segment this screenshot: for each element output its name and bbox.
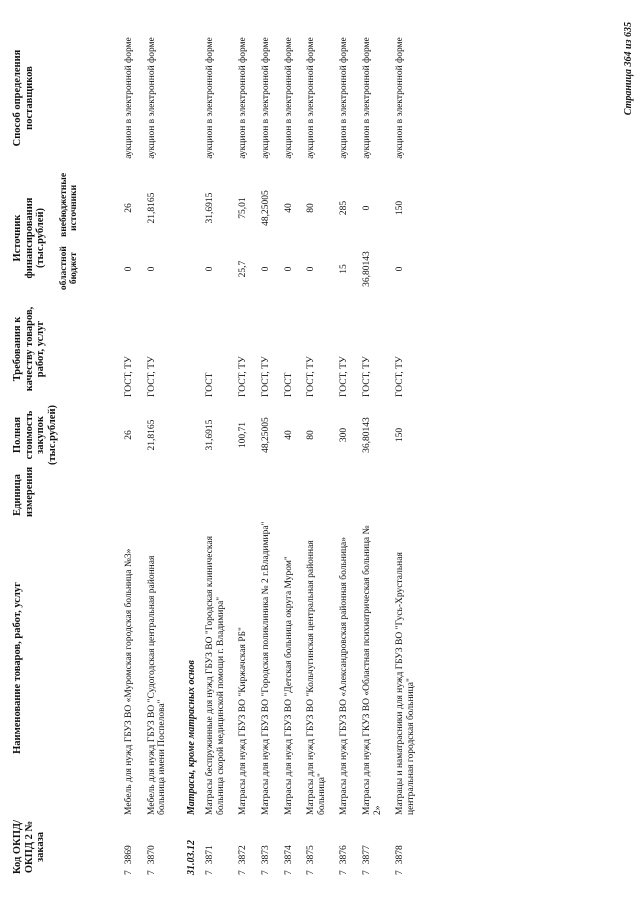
header-requirements: Требования к качеству товаров, работ, услуг bbox=[12, 306, 47, 392]
item-requirements: ГОСТ, ТУ bbox=[395, 356, 406, 397]
section-title: Матрасы, кроме матрасных основ bbox=[185, 660, 197, 815]
order-code bbox=[230, 817, 253, 877]
item-requirements: ГОСТ, ТУ bbox=[146, 356, 157, 397]
item-regional-budget: 0 bbox=[283, 266, 294, 272]
order-code bbox=[298, 817, 331, 877]
item-regional-budget: 0 bbox=[260, 266, 271, 272]
item-cost: 40 bbox=[283, 430, 294, 440]
header-name: Наименование товаров, работ, услуг bbox=[12, 582, 23, 754]
item-regional-budget: 0 bbox=[146, 266, 157, 272]
item-name: Матрацы и наматрасники для нужд ГБУЗ ВО "Гусь-Хрустальная центральная городская больница" bbox=[395, 552, 416, 815]
header-financing-extra: внебюджетные источники bbox=[58, 172, 80, 237]
item-unit bbox=[139, 471, 172, 519]
item-method: аукцион в электронной форме bbox=[306, 37, 317, 159]
item-requirements: ГОСТ, ТУ bbox=[339, 356, 350, 397]
header-code: Код ОКПД/ ОКПД 2 № заказа bbox=[12, 819, 47, 875]
item-extra-sources: 21,8165 bbox=[146, 192, 157, 224]
order-prefix: 7 bbox=[205, 870, 216, 875]
table-row bbox=[354, 19, 387, 877]
item-name: Матрасы для нужд ГБУЗ ВО "Городская поликлиника № 2 г.Владимира" bbox=[260, 521, 271, 815]
order-number: 3875 bbox=[306, 845, 317, 865]
order-code bbox=[354, 817, 387, 877]
order-prefix: 7 bbox=[395, 870, 406, 875]
table-row bbox=[197, 19, 230, 877]
order-number: 3878 bbox=[395, 845, 406, 865]
order-code bbox=[197, 817, 230, 877]
order-prefix: 7 bbox=[238, 870, 249, 875]
order-number: 3877 bbox=[362, 845, 373, 865]
table-row bbox=[276, 19, 299, 877]
item-unit bbox=[387, 471, 420, 519]
item-cost: 31,6915 bbox=[205, 419, 216, 451]
item-method: аукцион в электронной форме bbox=[362, 37, 373, 159]
item-method: аукцион в электронной форме bbox=[238, 37, 249, 159]
item-name: Матрасы беспружинные для нужд ГБУЗ ВО "Городская клиническая больница скорой медицинской помощи г. Владимира" bbox=[205, 536, 226, 815]
item-unit bbox=[116, 471, 139, 519]
order-prefix: 7 bbox=[362, 870, 373, 875]
item-regional-budget: 0 bbox=[205, 266, 216, 272]
order-code bbox=[276, 817, 299, 877]
order-code bbox=[387, 817, 420, 877]
item-requirements: ГОСТ, ТУ bbox=[362, 356, 373, 397]
item-cost: 26 bbox=[124, 430, 134, 440]
page-footer: Страница 364 из 635 bbox=[622, 22, 634, 116]
item-extra-sources: 26 bbox=[124, 203, 134, 213]
order-code bbox=[253, 817, 276, 877]
item-method: аукцион в электронной форме bbox=[205, 37, 216, 159]
header-cost: Полная стоимость закупок (тыс.рублей) bbox=[12, 404, 58, 466]
item-method: аукцион в электронной форме bbox=[146, 37, 157, 159]
item-regional-budget: 0 bbox=[124, 266, 134, 272]
order-number: 3870 bbox=[146, 845, 157, 865]
table-row bbox=[253, 19, 276, 877]
order-number: 3872 bbox=[238, 845, 249, 865]
item-name: Матрасы для нужд ГКУЗ ВО «Областная психиатрическая больница № 2» bbox=[362, 525, 383, 815]
order-prefix: 7 bbox=[283, 870, 294, 875]
item-extra-sources: 80 bbox=[306, 203, 317, 213]
item-regional-budget: 25,7 bbox=[238, 260, 249, 278]
order-prefix: 7 bbox=[124, 870, 134, 875]
item-unit bbox=[331, 471, 354, 519]
item-extra-sources: 150 bbox=[395, 200, 406, 216]
order-number: 3869 bbox=[124, 845, 134, 865]
item-extra-sources: 0 bbox=[362, 205, 373, 211]
item-extra-sources: 285 bbox=[339, 200, 350, 216]
item-requirements: ГОСТ bbox=[283, 372, 294, 397]
item-unit bbox=[253, 471, 276, 519]
item-unit bbox=[276, 471, 299, 519]
header-financing bbox=[10, 172, 116, 299]
item-extra-sources: 48,25005 bbox=[260, 190, 271, 226]
item-extra-sources: 75,01 bbox=[238, 197, 249, 219]
table-row bbox=[230, 19, 253, 877]
procurement-table bbox=[10, 19, 421, 877]
item-unit bbox=[230, 471, 253, 519]
section-code: 31.03.12 bbox=[185, 840, 197, 875]
item-name: Матрасы для нужд ГБУЗ ВО "Кольчугинская центральная районная больница" bbox=[306, 540, 327, 815]
item-requirements: ГОСТ bbox=[205, 372, 216, 397]
order-prefix: 7 bbox=[260, 870, 271, 875]
order-prefix: 7 bbox=[146, 870, 157, 875]
section-row bbox=[172, 19, 197, 877]
item-method: аукцион в электронной форме bbox=[124, 37, 134, 159]
table-row bbox=[387, 19, 420, 877]
table-row bbox=[331, 19, 354, 877]
order-code bbox=[116, 817, 139, 877]
item-name: Мебель для нужд ГБУЗ ВО "Судогодская центральная районная больница имени Поспелова" bbox=[146, 555, 168, 815]
item-name: Мебель для нужд ГБУЗ ВО «Муромская городская больница №3» bbox=[124, 548, 134, 815]
table-row bbox=[298, 19, 331, 877]
header-method: Способ определения поставщиков bbox=[12, 49, 35, 147]
item-method: аукцион в электронной форме bbox=[260, 37, 271, 159]
order-code bbox=[331, 817, 354, 877]
item-name: Матрасы для нужд ГБУЗ ВО "Киржачская РБ" bbox=[238, 627, 249, 815]
header-financing-regional: областной бюджет bbox=[58, 246, 80, 291]
item-requirements: ГОСТ, ТУ bbox=[238, 356, 249, 397]
item-method: аукцион в электронной форме bbox=[283, 37, 294, 159]
item-method: аукцион в электронной форме bbox=[395, 37, 406, 159]
order-number: 3876 bbox=[339, 845, 350, 865]
item-cost: 36,80143 bbox=[362, 417, 373, 453]
order-number: 3873 bbox=[260, 845, 271, 865]
item-method: аукцион в электронной форме bbox=[339, 37, 350, 159]
item-cost: 300 bbox=[339, 427, 350, 443]
order-number: 3871 bbox=[205, 845, 216, 865]
item-cost: 100,71 bbox=[238, 421, 249, 449]
item-extra-sources: 40 bbox=[283, 203, 294, 213]
item-regional-budget: 0 bbox=[395, 266, 406, 272]
header-unit: Единица измерения bbox=[12, 466, 35, 517]
table-row bbox=[139, 19, 172, 877]
item-unit bbox=[354, 471, 387, 519]
item-regional-budget: 0 bbox=[306, 266, 317, 272]
item-requirements: ГОСТ, ТУ bbox=[124, 356, 134, 397]
item-requirements: ГОСТ, ТУ bbox=[306, 356, 317, 397]
item-cost: 80 bbox=[306, 430, 317, 440]
header-financing-title: Источник финансирования (тыс.рублей) bbox=[12, 197, 47, 279]
item-name: Матрасы для нужд ГБУЗ ВО "Детская больница округа Муром" bbox=[283, 556, 294, 815]
order-number: 3874 bbox=[283, 845, 294, 865]
item-unit bbox=[298, 471, 331, 519]
item-regional-budget: 36,80143 bbox=[362, 251, 373, 287]
order-prefix: 7 bbox=[306, 870, 317, 875]
table-row bbox=[116, 19, 139, 877]
item-unit bbox=[197, 471, 230, 519]
item-cost: 21,8165 bbox=[146, 419, 157, 451]
item-regional-budget: 15 bbox=[339, 264, 350, 274]
order-code bbox=[139, 817, 172, 877]
item-name: Матрасы для нужд ГБУЗ ВО «Александровская районная больница» bbox=[339, 536, 350, 815]
order-prefix: 7 bbox=[339, 870, 350, 875]
item-requirements: ГОСТ, ТУ bbox=[260, 356, 271, 397]
item-cost: 150 bbox=[395, 427, 406, 443]
item-extra-sources: 31,6915 bbox=[205, 192, 216, 224]
item-cost: 48,25005 bbox=[260, 417, 271, 453]
table-header bbox=[10, 19, 116, 877]
